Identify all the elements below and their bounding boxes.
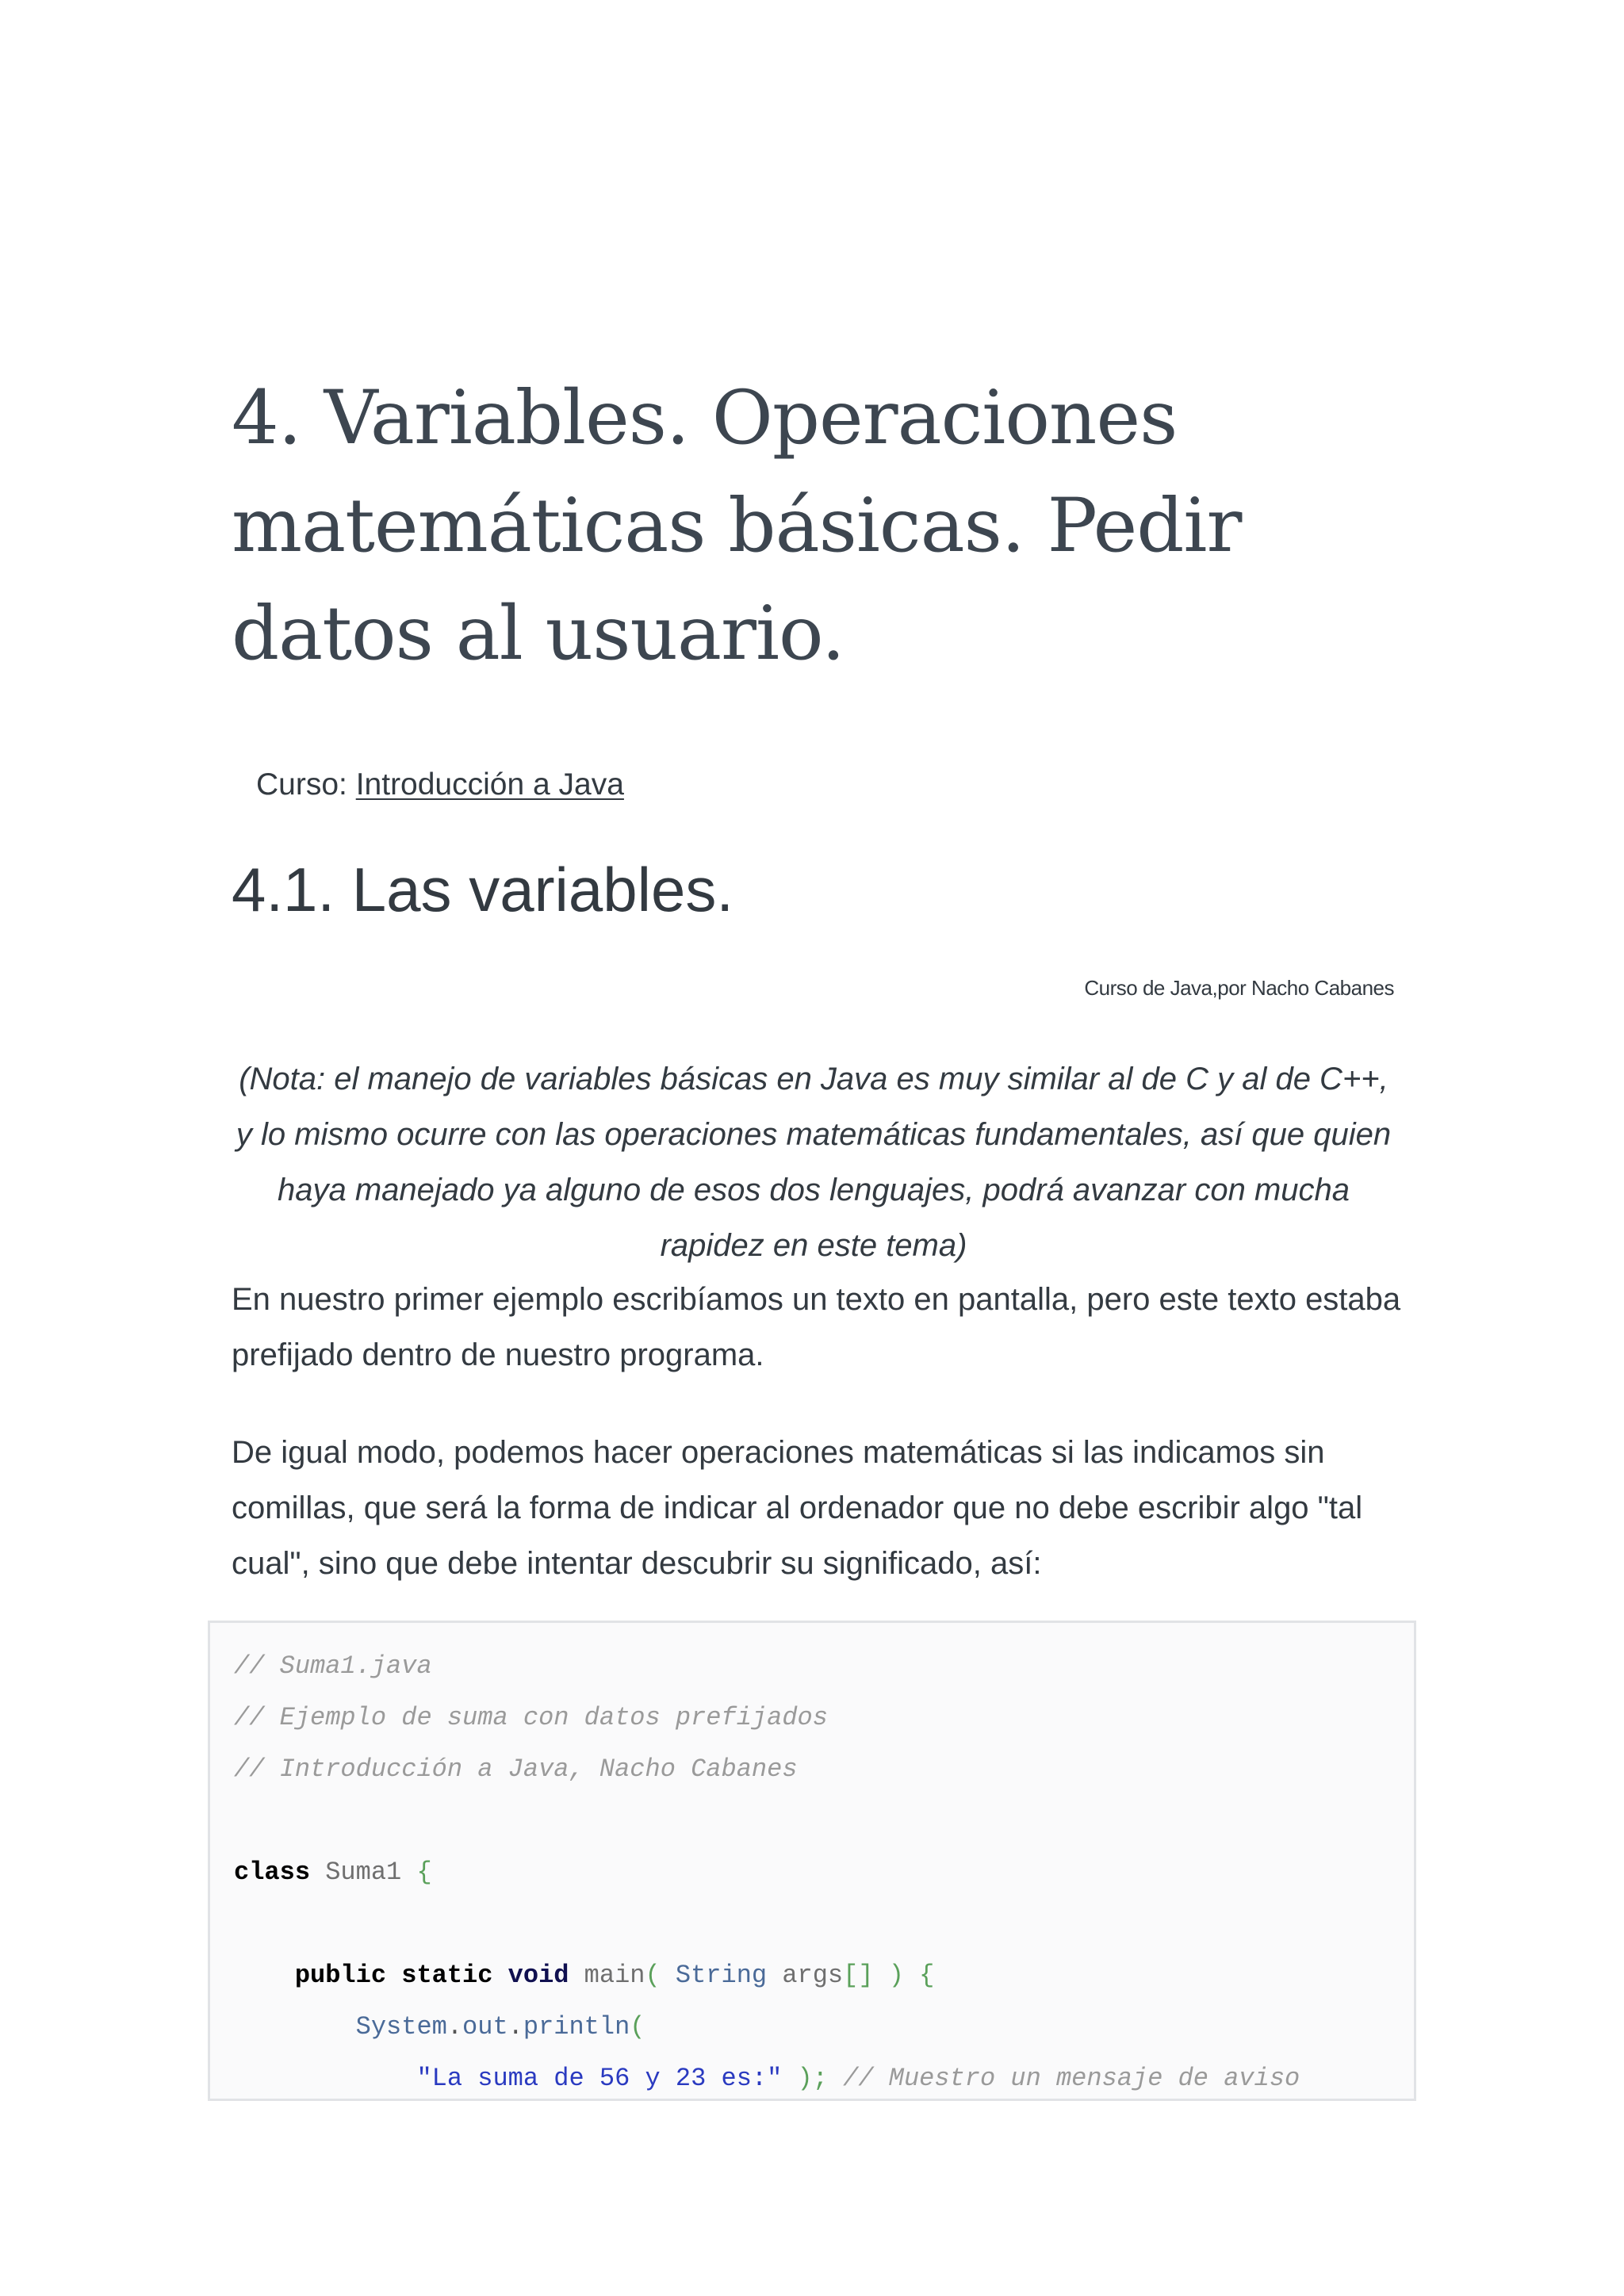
code-comment: // Ejemplo de suma con datos prefijados <box>234 1703 828 1732</box>
code-keyword: public <box>294 1961 387 1990</box>
code-keyword: void <box>508 1961 569 1990</box>
code-punctuation: . <box>446 2012 463 2042</box>
code-punctuation: ( <box>645 1961 676 1990</box>
code-line-main <box>234 1950 1414 2001</box>
code-comment: // Suma1.java <box>234 1651 432 1681</box>
page-title: 4. Variables. Operaciones matemáticas básicas. Pedir datos al usuario. <box>232 375 1242 677</box>
code-block <box>208 1621 1416 2101</box>
code-class-name: Suma1 <box>310 1858 417 1887</box>
code-line-string <box>234 2053 1414 2104</box>
course-link[interactable]: Introducción a Java <box>355 767 624 802</box>
code-string: "La suma de 56 y 23 es:" <box>416 2064 783 2093</box>
code-comment: // Muestro un mensaje de aviso <box>843 2064 1300 2093</box>
code-punctuation: ); <box>782 2064 844 2093</box>
code-identifier: out <box>462 2012 508 2042</box>
code-line-1 <box>234 1640 1414 1692</box>
course-label: Curso: <box>256 767 356 802</box>
code-comment: // Introducción a Java, Nacho Cabanes <box>234 1755 798 1784</box>
code-line-println <box>234 2001 1414 2053</box>
body-paragraph-1: En nuestro primer ejemplo escribíamos un texto en pantalla, pero este texto estaba prefijado dentro de nuestro programa. <box>232 1282 1401 1372</box>
code-type: String <box>675 1961 768 1990</box>
code-punctuation: ) { <box>873 1961 935 1990</box>
note-paragraph: (Nota: el manejo de variables básicas en Java es muy similar al de C y al de C++, y lo mismo ocurre con las operaciones matemáticas fundamentales, así que quien haya manejado ya alguno de esos dos lenguajes, podrá avanzar con mucha rapidez en este tema) <box>236 1062 1392 1263</box>
code-punctuation: . <box>508 2012 523 2042</box>
code-punctuation: ( <box>630 2012 645 2042</box>
code-param: args <box>767 1961 844 1990</box>
code-line-blank <box>234 1898 1414 1950</box>
code-line-blank <box>234 1795 1414 1846</box>
code-punctuation: { <box>416 1858 432 1887</box>
code-keyword: class <box>234 1858 311 1887</box>
code-identifier: System <box>355 2012 447 2042</box>
code-method-name: main <box>584 1961 645 1990</box>
body-paragraph-2: De igual modo, podemos hacer operaciones matemáticas si las indicamos sin comillas, que será la forma de indicar al ordenador que no debe escribir algo "tal cual", sino que debe intentar descubrir su significado, así: <box>232 1435 1363 1581</box>
code-punctuation: [] <box>843 1961 874 1990</box>
section-title: 4.1. Las variables. <box>232 855 734 924</box>
code-identifier: println <box>523 2012 630 2042</box>
course-line <box>256 763 624 807</box>
code-line-class <box>234 1846 1414 1898</box>
author-attribution: Curso de Java,por Nacho Cabanes <box>1084 976 1394 1000</box>
code-line-3 <box>234 1743 1414 1795</box>
code-line-2 <box>234 1692 1414 1743</box>
code-keyword: static <box>401 1961 493 1990</box>
